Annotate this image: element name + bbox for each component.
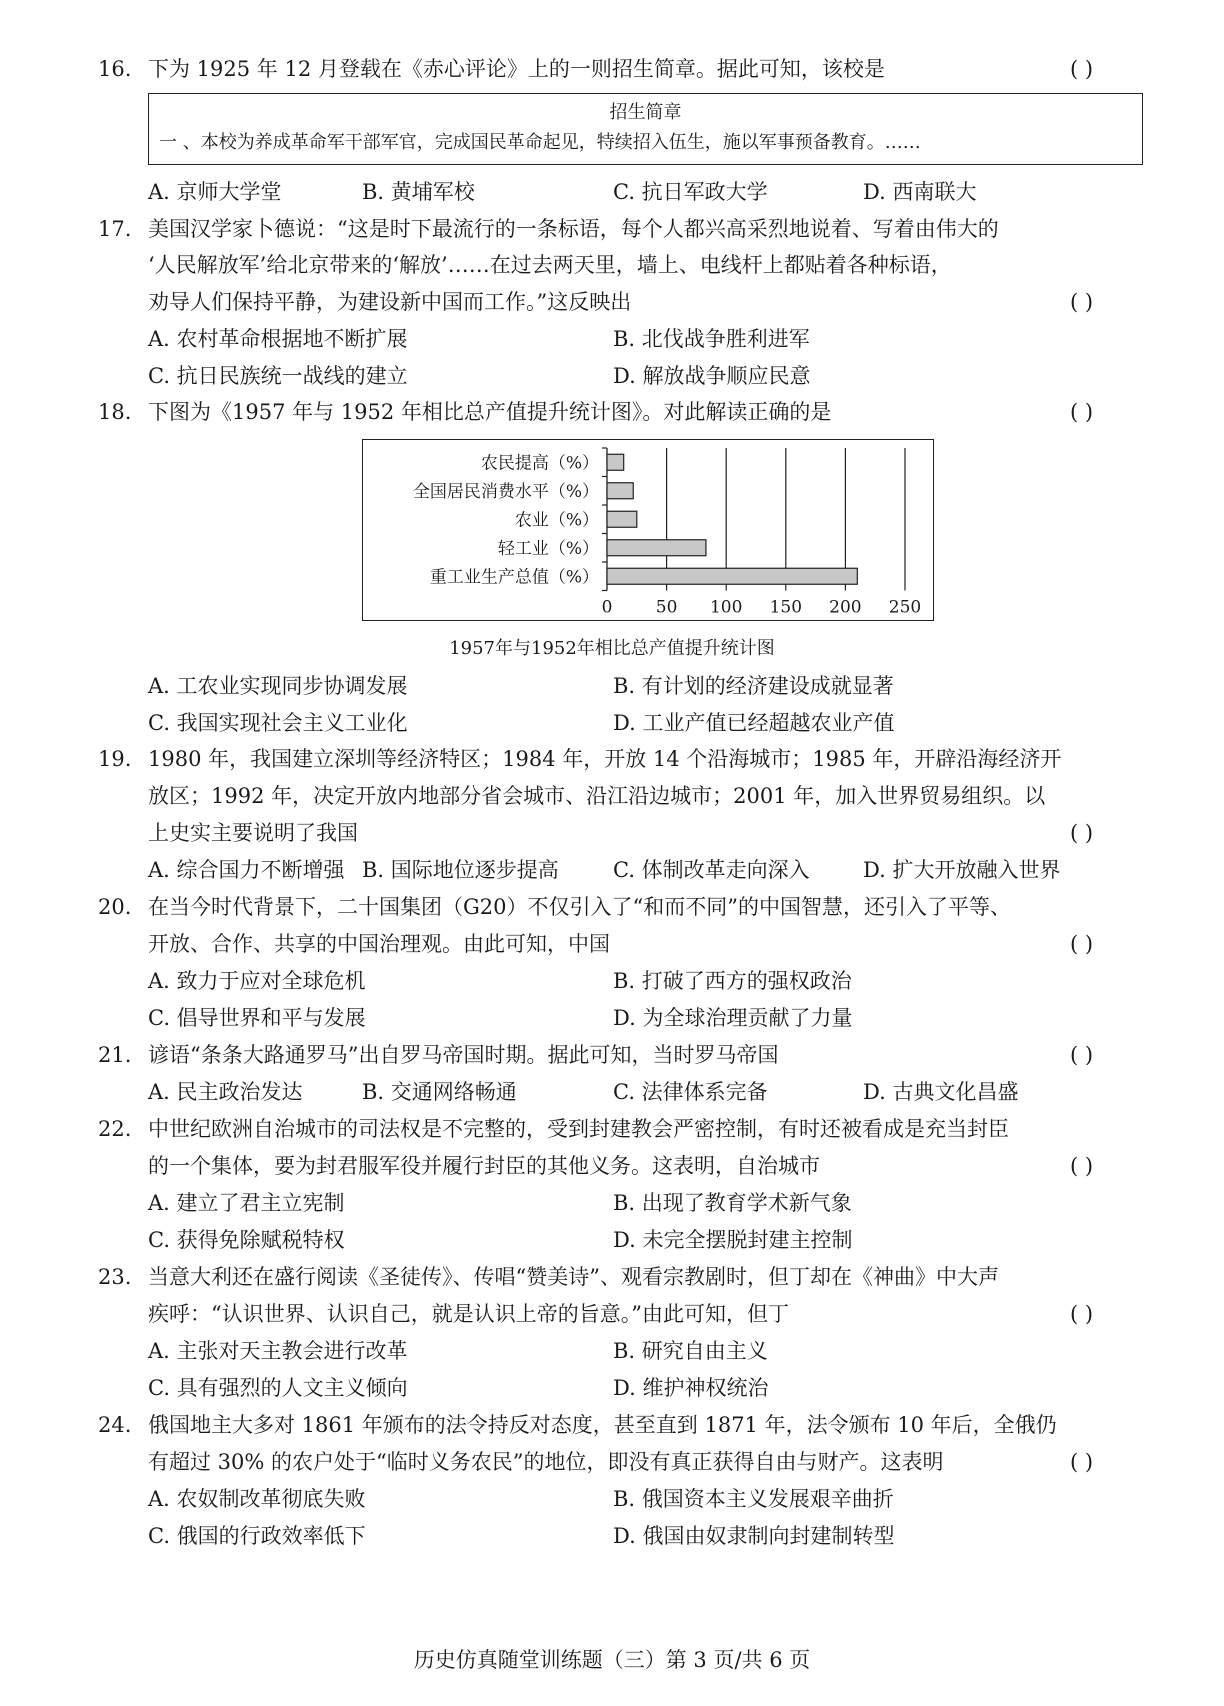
chart-frame [362, 439, 934, 621]
option-b: B. 国际地位逐步提高 [362, 858, 559, 882]
answer-blank: ( ) [1070, 1302, 1094, 1326]
chart-caption: 1957年与1952年相比总产值提升统计图 [449, 638, 775, 659]
option-a: A. 农奴制改革彻底失败 [148, 1487, 366, 1511]
option-b: B. 俄国资本主义发展艰辛曲折 [613, 1487, 894, 1511]
x-tick-label: 150 [769, 597, 803, 618]
question-number: 16. [98, 57, 132, 81]
option-a: A. 京师大学堂 [148, 180, 282, 204]
option-a: A. 农村革命根据地不断扩展 [148, 327, 408, 351]
question-stem: 下图为《1957 年与 1952 年相比总产值提升统计图》。对此解读正确的是 [148, 400, 832, 424]
x-tick-label: 250 [888, 597, 922, 618]
option-a: A. 工农业实现同步协调发展 [148, 674, 408, 698]
option-c: C. 体制改革走向深入 [613, 858, 810, 882]
category-label: 农业（%） [514, 510, 599, 531]
question-stem-line: 俄国地主大多对 1861 年颁布的法令持反对态度，甚至直到 1871 年，法令颁布 10 年后，全俄仍 [148, 1413, 1057, 1437]
option-b: B. 研究自由主义 [613, 1339, 768, 1363]
question-stem: 下为 1925 年 12 月登载在《赤心评论》上的一则招生简章。据此可知，该校是 [148, 57, 885, 81]
option-d: D. 工业产值已经超越农业产值 [613, 711, 895, 735]
answer-blank: ( ) [1070, 932, 1094, 956]
question-stem-line: 上史实主要说明了我国 [148, 821, 358, 845]
option-a: A. 致力于应对全球危机 [148, 969, 366, 993]
option-c: C. 获得免除赋税特权 [148, 1228, 345, 1252]
option-b: B. 打破了西方的强权政治 [613, 969, 852, 993]
option-a: A. 综合国力不断增强 [148, 858, 345, 882]
bar [607, 483, 633, 499]
option-c: C. 倡导世界和平与发展 [148, 1006, 366, 1030]
answer-blank: ( ) [1070, 1043, 1094, 1067]
answer-blank: ( ) [1070, 57, 1094, 81]
question-number: 22. [98, 1117, 132, 1141]
option-a: A. 主张对天主教会进行改革 [148, 1339, 408, 1363]
option-b: B. 黄埔军校 [362, 180, 475, 204]
option-d: D. 维护神权统治 [613, 1376, 769, 1400]
option-c: C. 我国实现社会主义工业化 [148, 711, 408, 735]
option-d: D. 解放战争顺应民意 [613, 364, 811, 388]
option-c: C. 抗日民族统一战线的建立 [148, 364, 408, 388]
notice-text: 一 、本校为养成革命军干部军官，完成国民革命起见，特续招入伍生，施以军事预备教育。…… [159, 132, 921, 153]
option-d: D. 西南联大 [863, 180, 977, 204]
answer-blank: ( ) [1070, 1450, 1094, 1474]
category-label: 轻工业（%） [497, 538, 599, 559]
option-b: B. 北伐战争胜利进军 [613, 327, 810, 351]
question-stem-line: 放区；1992 年，决定开放内地部分省会城市、沿江沿边城市；2001 年，加入世界贸易组织。以 [148, 784, 1046, 808]
question-stem-line: 疾呼：“认识世界、认识自己，就是认识上帝的旨意。”由此可知，但丁 [148, 1302, 789, 1326]
answer-blank: ( ) [1070, 400, 1094, 424]
question-number: 18. [98, 400, 132, 424]
question-number: 21. [98, 1043, 132, 1067]
option-d: D. 扩大开放融入世界 [863, 858, 1061, 882]
question-stem-line: ‘人民解放军’给北京带来的‘解放’……在过去两天里，墙上、电线杆上都贴着各种标语， [148, 253, 952, 277]
x-tick-label: 100 [709, 597, 743, 618]
option-d: D. 俄国由奴隶制向封建制转型 [613, 1524, 895, 1548]
option-d: D. 未完全摆脱封建主控制 [613, 1228, 853, 1252]
question-stem-line: 当意大利还在盛行阅读《圣徒传》、传唱“赞美诗”、观看宗教剧时，但丁却在《神曲》中大声 [148, 1265, 999, 1289]
question-number: 23. [98, 1265, 132, 1289]
question-stem-line: 在当今时代背景下，二十国集团（G20）不仅引入了“和而不同”的中国智慧，还引入了平等、 [148, 895, 1011, 919]
option-a: A. 建立了君主立宪制 [148, 1191, 345, 1215]
question-stem-line: 开放、合作、共享的中国治理观。由此可知，中国 [148, 932, 610, 956]
question-number: 20. [98, 895, 132, 919]
question-stem-line: 中世纪欧洲自治城市的司法权是不完整的，受到封建教会严密控制，有时还被看成是充当封臣 [148, 1117, 1009, 1141]
question-number: 19. [98, 747, 132, 771]
question-stem-line: 的一个集体，要为封君服军役并履行封臣的其他义务。这表明，自治城市 [148, 1154, 820, 1178]
answer-blank: ( ) [1070, 821, 1094, 845]
notice-title: 招生简章 [609, 102, 682, 123]
category-label: 重工业生产总值（%） [429, 567, 599, 588]
option-c: C. 具有强烈的人文主义倾向 [148, 1376, 408, 1400]
bar [607, 454, 624, 470]
question-stem-line: 1980 年，我国建立深圳等经济特区；1984 年，开放 14 个沿海城市；1985 年，开辟沿海经济开 [148, 747, 1062, 771]
category-label: 农民提高（%） [480, 453, 599, 474]
page-footer: 历史仿真随堂训练题（三）第 3 页/共 6 页 [413, 1648, 811, 1672]
option-c: C. 俄国的行政效率低下 [148, 1524, 366, 1548]
answer-blank: ( ) [1070, 1154, 1094, 1178]
option-c: C. 抗日军政大学 [613, 180, 768, 204]
question-stem: 谚语“条条大路通罗马”出自罗马帝国时期。据此可知，当时罗马帝国 [148, 1043, 779, 1067]
option-b: B. 出现了教育学术新气象 [613, 1191, 852, 1215]
option-a: A. 民主政治发达 [148, 1080, 303, 1104]
bar [607, 540, 706, 556]
x-tick-label: 0 [601, 597, 613, 618]
option-d: D. 古典文化昌盛 [863, 1080, 1019, 1104]
option-d: D. 为全球治理贡献了力量 [613, 1006, 853, 1030]
question-stem-line: 有超过 30% 的农户处于“临时义务农民”的地位，即没有真正获得自由与财产。这表明 [148, 1450, 944, 1474]
answer-blank: ( ) [1070, 290, 1094, 314]
question-number: 24. [98, 1413, 132, 1437]
x-tick-label: 200 [829, 597, 862, 618]
bar-chart [363, 440, 932, 619]
option-b: B. 交通网络畅通 [362, 1080, 517, 1104]
question-stem-line: 美国汉学家卜德说：“这是时下最流行的一条标语，每个人都兴高采烈地说着、写着由伟大的 [148, 217, 999, 241]
question-stem-line: 劝导人们保持平静，为建设新中国而工作。”这反映出 [148, 290, 632, 314]
bar [607, 511, 637, 527]
option-c: C. 法律体系完备 [613, 1080, 768, 1104]
category-label: 全国居民消费水平（%） [412, 481, 599, 502]
bar [607, 568, 857, 584]
enrollment-notice-box [148, 93, 1143, 165]
question-number: 17. [98, 217, 132, 241]
x-tick-label: 50 [655, 597, 678, 618]
option-b: B. 有计划的经济建设成就显著 [613, 674, 894, 698]
